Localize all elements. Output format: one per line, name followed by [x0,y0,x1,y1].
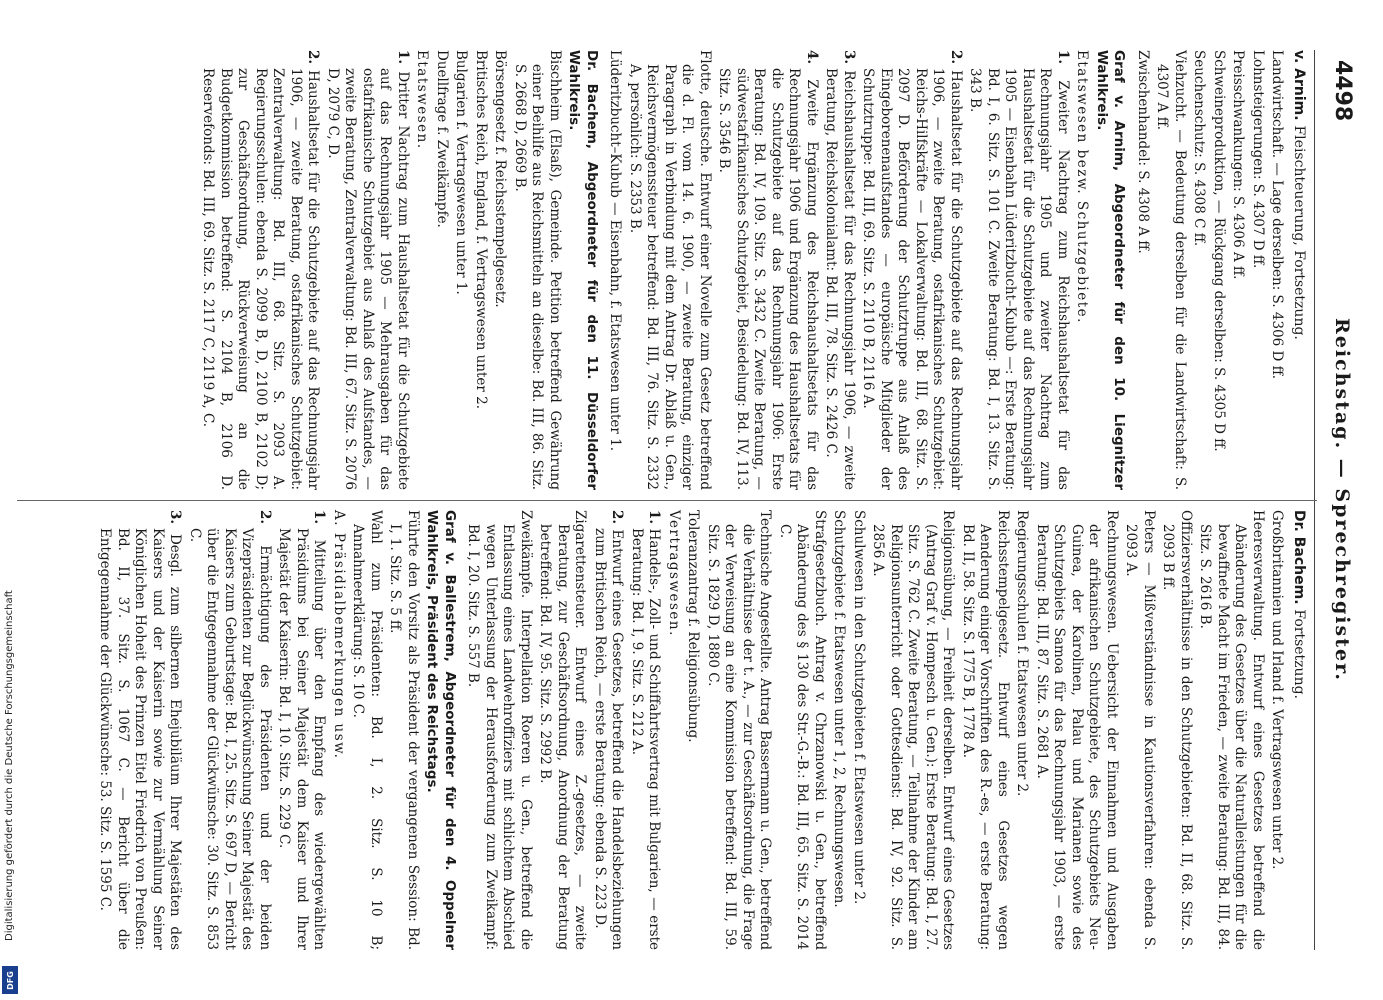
subject-heading: Etatswesen bezw. Schutzgebiete. [1074,50,1091,324]
numbered-item [199,50,322,490]
list-item: Flotte, deutsche. Entwurf einer Novelle zum Gesetz betreffend die d. Fl. vom 14. 6. 1900, — zweite Beratung, einziger Paragraph in Verbindung mit dem Antrag Dr. Ablaß u. Gen., Reichsvermögenssteuer betreffend: Bd. III, 76. Sitz. S. 2332 A, persönlich: S. 2353 B. [627,50,713,490]
list-item: Führte den Vorsitz als Präsident der vergangenen Session: Bd. I, 1. Sitz. S. 5 ff. [387,510,421,950]
list-item: Technische Angestellte. Antrag Bassermann u. Gen., betreffend die Verhältnisse der t. A., — zur Geschäftsordnung, die Frage der Verweisung an eine Kommission betreffend: Bd. III, 59. Sitz. S. 1829 D, 1880 C. [705,510,774,950]
item-number: 1. [646,510,663,525]
item-number: 2. [948,50,964,65]
item-number: 1. [1055,50,1071,65]
item-text: Zweiter Nachtrag zum Reichshaushaltsetat für das Rechnungsjahr 1905 und zweiter Nachtrag zum Haushaltsetat für die Schutzgebiete auf das Rechnungsjahr 1905 — Eisenbahn Lüderitzbucht–Kubub —: Erste Beratung: Bd. I, 6. Sitz. S. 101 C. Zweite Beratung: Bd. I, 13. Sitz. S. 343 B. [967,68,1071,490]
item-text: Mitteilung über den Empfang des wiedergewählten Präsidiums bei Seiner Majestät dem Kaiser und Ihrer Majestät der Kaiserin: Bd. I, 10. Sitz. S. 229 C. [276,528,328,951]
list-item: Seuchenschutz: S. 4308 C ff. [1191,50,1208,247]
list-item: Großbritannien und Irland f. Vertragswesen unter 2. [1269,510,1286,870]
running-head: Reichstag. — Sprechregister. [1331,318,1353,682]
item-text: Haushaltsetat für die Schutzgebiete auf das Rechnungsjahr 1906, — zweite Beratung, ostafrikanisches Schutzgebiet: Zentralverwaltung: Bd. III, 68. Sitz. S. 2093 A. Regierungsschulen: ebenda S. 2099 B, D, 2100 B, 2102 D; zur Geschäftsordnung, Rückverweisung an die Budgetkommission betreffend: S. 2104 B, 2106 D. Reservefonds: Bd. III, 69. Sitz. S. 2117 C, 2119 A, C. [200,68,322,490]
right-head-continuation: Fortsetzung. [1291,609,1307,700]
item-text: Entwurf eines Gesetzes, betreffend die Handelsbeziehungen zum Britischen Reich, — erste Beratung: ebenda S. 223 D. [592,528,626,951]
list-item: Toleranzantrag f. Religionsübung. [685,510,702,743]
item-text: Zweite Ergänzung des Reichshaushaltsetats für das Rechnungsjahr 1906 und Ergänzung des Haushaltsetats für die Schutzgebiete auf das Rechnungsjahr 1906: Erste Beratung: Bd. IV, 109. Sitz. S. 3432 C. Zweite Beratung, — südwestafrikanisches Schutzgebiet, Besiedelung: Bd. IV, 113. Sitz. S. 3546 B. [716,68,820,490]
item-number: 1. [311,510,328,525]
list-item: Bischheim (Elsaß), Gemeinde. Petition betreffend Gewährung einer Beihilfe aus Reichsmitteln an dieselbe: Bd. III, 86. Sitz. S. 2668 D, 2669 B. [512,50,563,490]
numbered-item [275,510,328,950]
list-item: Landwirtschaft. — Lage derselben: S. 4306 D ff. [1269,50,1286,380]
speaker-heading: Dr. Bachem, Abgeordneter für den 11. Düsseldorfer Wahlkreis. [566,50,600,490]
numbered-item [628,510,663,950]
list-item: Zwischenhandel: S. 4308 A ff. [1135,50,1151,254]
left-head-continuation: Fleischteuerung, Fortsetzung. [1291,125,1307,340]
left-column [197,50,1307,490]
list-item: Rechnungswesen. Uebersicht der Einnahmen und Ausgaben der afrikanischen Schutzgebiete, des Schutzgebiets Neu-Guinea, der Karolinen, Palau und Marianen sowie des Schutzgebiets Samoa für das Rechnungsjahr 1903, — erste Beratung: Bd. III, 87. Sitz. S. 2681 A. [1034,510,1120,950]
list-item: Etatswesen. [414,50,431,150]
page-header [1321,50,1361,950]
speaker-heading: Graf v. Arnim, Abgeordneter für den 10. Liegnitzer Wahlkreis. [1094,50,1128,490]
item-text: Haushaltsetat für die Schutzgebiete auf das Rechnungsjahr 1906, — zweite Beratung, ostafrikanisches Schutzgebiet: Reichs-Hilfskräfte — Lokalverwaltung: Bd. III, 68. Sitz. S. 2097 D. Beförderung der Schutztruppe aus Anlaß des Eingeborenenaufstandes — europäische Mitglieder der Schutztruppe: Bd. III, 69. Sitz. S. 2110 B, 2116 A. [860,68,964,490]
list-item: Vertragswesen. [666,510,682,637]
item-number: 2. [305,50,322,65]
item-text: Desgl. zum silbernen Ehejubiläum Ihrer Majestäten des Kaisers und der Kaiserin sowie zur Vermählung Seiner Königlichen Hoheit des Prinzen Eitel Friedrich von Preußen: Bd. II, 37. Sitz. S. 1067 C. — Bericht über die Entgegennahme der Glückwünsche: 53. Sitz. S. 1595 C. [97,528,184,950]
list-item: Peters — Mißverständnisse in Kautionsverfahren: ebenda S. 2093 A. [1123,510,1157,950]
list-item: Viehzucht. — Bedeutung derselben für die Landwirtschaft: S. 4307 A ff. [1154,50,1188,490]
numbered-item [591,510,626,950]
list-item: Preisschwankungen: S. 4306 A ff. [1230,50,1247,280]
item-number: 2. [257,510,273,525]
left-column-head [1290,50,1308,490]
item-text: Reichshaushaltsetat für das Rechnungsjahr 1906, — zweite Beratung, Reichskolonialamt: Bd. III, 78. Sitz. S. 2426 C. [823,68,857,490]
list-item: Wahl zum Präsidenten: Bd. I, 2. Sitz. S. 10 B; Annahmeerklärung: S. 10 C. [350,510,384,950]
numbered-item [324,50,412,490]
speaker-heading: Graf v. Ballestrem, Abgeordneter für den 4. Oppelner Wahlkreis, Präsident des Reichstags. [424,510,458,950]
numbered-item [822,50,857,490]
dfg-logo-text: DFG [5,970,15,990]
right-column [94,510,1307,950]
list-item: Reichsstempelgesetz. Entwurf eines Gesetzes wegen Aenderung einiger Vorschriften des R.-es, — erste Beratung: Bd. II, 58. Sitz. S. 1775 B, 1778 A. [960,510,1011,950]
item-text: Ermächtigung des Präsidenten und der beiden Vizepräsidenten zur Beglückwünschung Seiner Majestät des Kaisers zum Geburtstage: Bd. I, 25. Sitz. S. 697 D, — Bericht über die Entgegennahme der Glückwünsche: 30. Sitz. S. 853 C. [187,528,273,951]
item-number: 4. [804,50,820,65]
numbered-item [96,510,184,950]
list-item: Schulwesen in den Schutzgebieten f. Etatswesen unter 2. [851,510,867,905]
item-number: 2. [609,510,626,525]
item-number: 3. [167,510,184,525]
right-head-name: Dr. Bachem. [1291,510,1307,605]
item-text: Handels-, Zoll- und Schiffahrtsvertrag mit Bulgarien, — erste Beratung: Bd. I, 9. Sitz. S. 212 A. [629,528,663,950]
list-item: Börsengesetz f. Reichsstempelgesetz. [492,50,509,308]
list-item: Offiziersverhältnisse in den Schutzgebieten: Bd. II, 68. Sitz. S. 2093 B ff. [1160,510,1194,950]
section-heading: A. Präsidialbemerkungen usw. [331,510,347,760]
list-item: Strafgesetzbuch. Antrag v. Chrzanowski u. Gen., betreffend Abänderung des § 130 des Str.-G.-B.: Bd. III, 65. Sitz. S. 2014 C. [777,510,828,950]
list-item: Zweikämpfe. Interpellation Roeren u. Gen., betreffend die Entlassung eines Landwehroffiziers mit schlichtem Abschied wegen Unterlassung der Herausforderung zum Zweikampf: Bd. I, 20. Sitz. S. 557 B. [465,510,534,950]
list-item: Schutzgebiete f. Etatswesen unter 1, 2, Rechnungswesen. [831,510,848,908]
numbered-item [859,50,964,490]
list-item: Lohnsteigerungen: S. 4307 D ff. [1250,50,1266,269]
list-item: Schweineproduktion, — Rückgang derselben: S. 4305 D ff. [1211,50,1227,452]
item-number: 3. [841,50,857,65]
credit-text: Digitalisierung gefördert durch die Deutsche Forschungsgemeinschaft [4,590,15,941]
list-item: Heeresverwaltung. Entwurf eines Gesetzes betreffend die Abänderung des Gesetzes über die Naturalleistungen für die bewaffnete Macht im Frieden, — zweite Beratung: Bd. III, 84. Sitz. S. 2616 B. [1197,510,1266,950]
page-number: 4498 [1330,60,1355,122]
list-item: Zigarettensteuer. Entwurf eines Z.-gesetzes, — zweite Beratung, zur Geschäftsordnung, Anordnung der Beratung betreffend: Bd. IV, 95. Sitz. S. 2992 B. [537,510,589,950]
digitization-credit [4,2,20,992]
dfg-logo [2,966,18,994]
list-item: Bulgarien f. Vertragswesen unter 1. [453,50,470,295]
numbered-item [186,510,274,950]
list-item: Religionsübung, — Freiheit derselben. Entwurf eines Gesetzes (Antrag Graf v. Hompesch u. Gen.): Erste Beratung: Bd. I, 27. Sitz. S. 762 C. Zweite Beratung, — Teilnahme der Kinder am Religionsunterricht oder Gottesdienst: Bd. IV, 92. Sitz. S. 2856 A. [870,510,957,950]
item-number: 1. [395,50,411,65]
list-item: Regierungsschulen f. Etatswesen unter 2. [1014,510,1031,797]
column-divider [17,500,1317,501]
numbered-item [966,50,1071,490]
list-item: Duellfrage f. Zweikämpfe. [434,50,450,228]
item-text: Dritter Nachtrag zum Haushaltsetat für die Schutzgebiete auf das Rechnungsjahr 1905 — Mehrausgaben für das ostafrikanische Schutzgebiet aus Anlaß des Aufstandes, — zweite Beratung, Zentralverwaltung: Bd. III, 67. Sitz. S. 2076 D, 2079 C, D. [325,68,411,490]
left-head-name: v. Arnim. [1291,50,1307,121]
list-item: Britisches Reich, England, f. Vertragswesen unter 2. [473,50,489,410]
list-item: Lüderitzbucht–Kubub — Eisenbahn, f. Etatswesen unter 1. [607,50,624,452]
numbered-item [715,50,820,490]
right-column-head [1290,510,1308,950]
